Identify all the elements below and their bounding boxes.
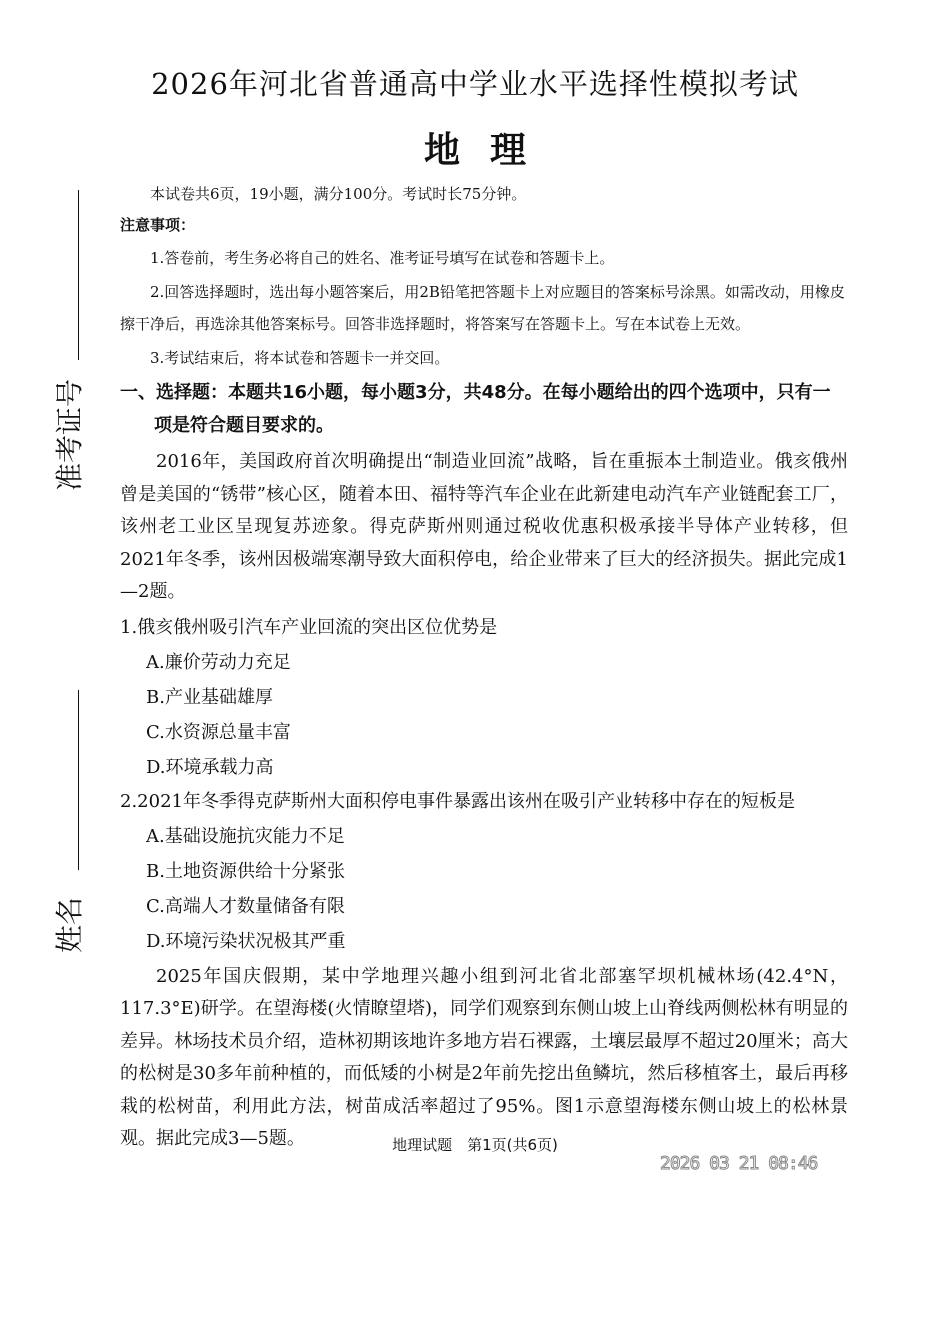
notice-item: 2.回答选择题时，选出每小题答案后，用2B铅笔把答题卡上对应题目的答案标号涂黑。如需改动，用橡皮擦干净后，再选涂其他答案标号。回答非选择题时，将答案写在答题卡上。写在本试卷上无效。 (120, 283, 845, 333)
section-heading: 一、选择题：本题共16小题，每小题3分，共48分。在每小题给出的四个选项中，只有一项是符合题目要求的。 (120, 382, 831, 436)
option-a: A.基础设施抗灾能力不足 (146, 825, 345, 847)
notice-item: 1.答卷前，考生务必将自己的姓名、准考证号填写在试卷和答题卡上。 (150, 249, 615, 267)
option-b: B.产业基础雄厚 (146, 686, 273, 708)
question-1-stem: 1.俄亥俄州吸引汽车产业回流的突出区位优势是 (120, 616, 498, 638)
option-c: C.水资源总量丰富 (146, 721, 291, 743)
notice-title: 注意事项： (120, 216, 196, 234)
exam-info: 本试卷共6页，19小题，满分100分。考试时长75分钟。 (150, 185, 527, 203)
option-d: D.环境承载力高 (146, 756, 274, 778)
question-1-options (120, 645, 848, 785)
option-a: A.廉价劳动力充足 (146, 651, 291, 673)
option-b: B.土地资源供给十分紧张 (146, 860, 345, 882)
passage-2: 2025年国庆假期，某中学地理兴趣小组到河北省北部塞罕坝机械林场(42.4°N，117.3°E)研学。在望海楼(火情瞭望塔)，同学们观察到东侧山坡上山脊线两侧松林有明显的差异。林场技术员介绍，造林初期该地许多地方岩石裸露，土壤层最厚不超过20厘米；高大的松树是30多年前种植的，而低矮的小树是2年前先挖出鱼鳞坑，然后移植客土，最后再移栽的松树苗，利用此方法，树苗成活率超过了95%。图1示意望海楼东侧山坡上的松林景观。据此完成3—5题。 (120, 965, 848, 1149)
option-d: D.环境污染状况极其严重 (146, 930, 346, 952)
exam-id-line (78, 190, 79, 360)
name-label: 姓名 (53, 896, 87, 954)
exam-content (120, 180, 848, 1156)
scan-timestamp: 2026 03 21 08:46 (660, 1153, 818, 1174)
notice-item: 3.考试结束后，将本试卷和答题卡一并交回。 (150, 349, 450, 367)
page-footer: 地理试题 第1页(共6页) (392, 1136, 558, 1154)
passage-1: 2016年，美国政府首次明确提出“制造业回流”战略，旨在重振本土制造业。俄亥俄州曾是美国的“锈带”核心区，随着本田、福特等汽车企业在此新建电动汽车产业链配套工厂，该州老工业区呈现复苏迹象。得克萨斯州则通过税收优惠积极承接半导体产业转移，但2021年冬季，该州因极端寒潮导致大面积停电，给企业带来了巨大的经济损失。据此完成1—2题。 (120, 451, 848, 602)
subject-title: 地理 (423, 130, 556, 171)
exam-id-label: 准考证号 (53, 378, 87, 492)
question-2-stem: 2.2021年冬季得克萨斯州大面积停电事件暴露出该州在吸引产业转移中存在的短板是 (120, 790, 795, 812)
exam-title: 2026年河北省普通高中学业水平选择性模拟考试 (151, 67, 799, 101)
question-2-options (120, 819, 848, 959)
name-line (78, 690, 79, 870)
option-c: C.高端人才数量储备有限 (146, 895, 345, 917)
